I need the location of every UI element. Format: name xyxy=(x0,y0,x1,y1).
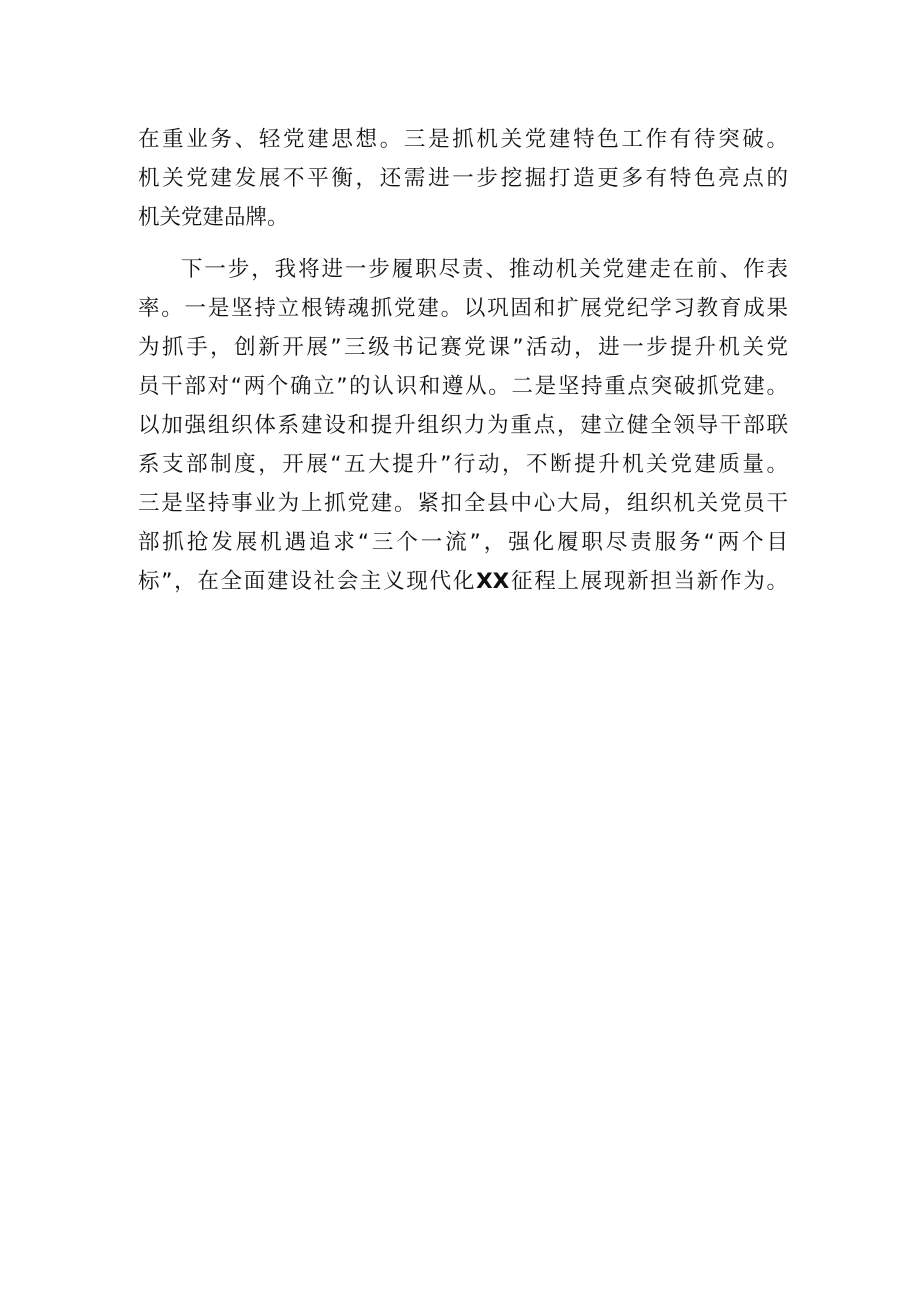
paragraph-line: 在重业务、轻党建思想。三是抓机关党建特色工作有待突破。 xyxy=(138,127,788,152)
last-line-after: 征程上展现新担当新作为。 xyxy=(509,569,788,594)
paragraph-line: 率。一是坚持立根铸魂抓党建。以巩固和扩展党纪学习教育成果 xyxy=(138,296,788,321)
paragraph-line: 机关党建发展不平衡，还需进一步挖掘打造更多有特色亮点的 xyxy=(138,166,788,191)
paragraph-line: 系支部制度，开展“五大提升”行动，不断提升机关党建质量。 xyxy=(138,452,788,477)
paragraph-last-line xyxy=(138,562,788,601)
last-line-before: 标”，在全面建设社会主义现代化 xyxy=(138,569,477,594)
paragraph-line: 员干部对“两个确立”的认识和遵从。二是坚持重点突破抓党建。 xyxy=(138,374,788,399)
paragraph-line: 三是坚持事业为上抓党建。紧扣全县中心大局，组织机关党员干 xyxy=(138,491,788,516)
placeholder-xx: XX xyxy=(476,569,510,594)
paragraph-line: 以加强组织体系建设和提升组织力为重点，建立健全领导干部联 xyxy=(138,413,788,438)
paragraph-line: 部抓抢发展机遇追求“三个一流”，强化履职尽责服务“两个目 xyxy=(138,530,788,555)
paragraph-line: 下一步，我将进一步履职尽责、推动机关党建走在前、作表 xyxy=(181,257,788,282)
paragraph-2 xyxy=(138,250,788,601)
paragraph-line: 为抓手，创新开展”三级书记赛党课”活动，进一步提升机关党 xyxy=(138,335,788,360)
paragraph-1 xyxy=(138,120,788,237)
paragraph-line: 机关党建品牌。 xyxy=(138,205,289,230)
